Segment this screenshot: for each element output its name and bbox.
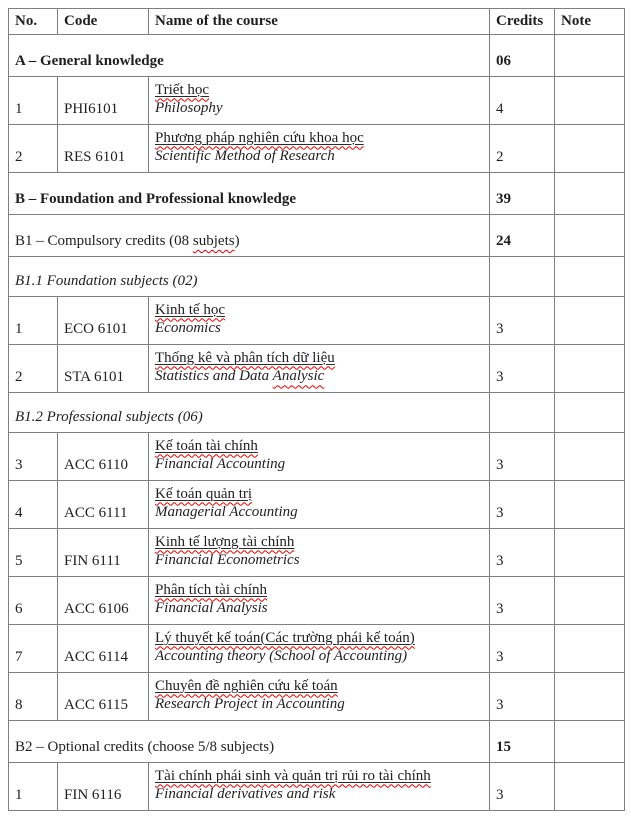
section-a-note <box>555 35 625 77</box>
course-no: 5 <box>9 529 58 577</box>
section-row-b2 <box>9 721 625 763</box>
section-b1-note <box>555 215 625 257</box>
section-row-a <box>9 35 625 77</box>
section-b12-note <box>555 393 625 433</box>
header-credits: Credits <box>490 9 555 35</box>
course-code: ACC 6110 <box>58 433 149 481</box>
course-credits: 3 <box>490 625 555 673</box>
section-b11-label: B1.1 Foundation subjects (02) <box>9 257 490 297</box>
course-name-vi-text: Kế toán quản trị <box>155 485 253 502</box>
course-no: 1 <box>9 297 58 345</box>
section-b-credits: 39 <box>490 173 555 215</box>
course-name-english: Philosophy <box>155 100 223 117</box>
course-no: 2 <box>9 345 58 393</box>
course-name <box>149 763 490 811</box>
course-name-vietnamese <box>155 677 483 696</box>
course-name-english: Financial Accounting <box>155 456 286 473</box>
section-b1-label-pre: B1 – Compulsory credits (08 <box>15 233 193 249</box>
course-name-english: Managerial Accounting <box>155 504 298 521</box>
course-name <box>149 433 490 481</box>
section-b2-credits: 15 <box>490 721 555 763</box>
section-a-label: A – General knowledge <box>9 35 490 77</box>
course-code: FIN 6111 <box>58 529 149 577</box>
course-note <box>555 673 625 721</box>
course-name-english: Economics <box>155 320 221 337</box>
course-credits: 3 <box>490 529 555 577</box>
section-b-note <box>555 173 625 215</box>
course-credits: 3 <box>490 673 555 721</box>
course-name-english <box>155 367 483 386</box>
course-code: ACC 6106 <box>58 577 149 625</box>
section-b1-label-misspelled: subjets <box>192 233 235 249</box>
course-credits: 3 <box>490 481 555 529</box>
course-row <box>9 297 625 345</box>
section-a-credits: 06 <box>490 35 555 77</box>
course-name-english: Financial derivatives and risk <box>155 786 336 803</box>
course-name-vi-text: Thống kê và phân tích dữ liệu <box>155 349 335 366</box>
course-code: STA 6101 <box>58 345 149 393</box>
section-row-b1 <box>9 215 625 257</box>
course-name <box>149 77 490 125</box>
course-name-english: Financial Econometrics <box>155 552 300 569</box>
section-row-b <box>9 173 625 215</box>
course-name-vietnamese <box>155 485 483 504</box>
course-credits: 3 <box>490 577 555 625</box>
course-name <box>149 577 490 625</box>
section-b12-credits <box>490 393 555 433</box>
course-name <box>149 529 490 577</box>
course-name-vi-text: Kinh tế học <box>155 301 225 318</box>
course-name-english: Accounting theory (School of Accounting) <box>155 648 408 665</box>
course-name-vi-text: Tài chính phái sinh và quản trị rủi ro tài chính <box>155 767 431 784</box>
course-note <box>555 77 625 125</box>
course-name-english: Scientific Method of Research <box>155 148 335 165</box>
course-name-vi-text: Chuyên đề nghiên cứu kế toán <box>155 677 338 694</box>
course-credits: 3 <box>490 345 555 393</box>
course-no: 3 <box>9 433 58 481</box>
course-name-vi-text: Kinh tế lượng tài chính <box>155 533 295 550</box>
course-name <box>149 297 490 345</box>
course-name <box>149 125 490 173</box>
course-name-vi-text: Triết học <box>155 81 210 98</box>
course-name <box>149 673 490 721</box>
course-no: 6 <box>9 577 58 625</box>
course-note <box>555 345 625 393</box>
course-no: 1 <box>9 763 58 811</box>
section-b2-label: B2 – Optional credits (choose 5/8 subjects) <box>9 721 490 763</box>
course-name-english: Financial Analysis <box>155 600 268 617</box>
course-name-en-misspelled: Analysic <box>272 368 325 385</box>
course-note <box>555 577 625 625</box>
course-note <box>555 297 625 345</box>
course-row <box>9 529 625 577</box>
course-name-vietnamese <box>155 581 483 600</box>
course-note <box>555 763 625 811</box>
course-no: 2 <box>9 125 58 173</box>
course-name-vietnamese <box>155 301 483 320</box>
course-name-en-pre: Statistics and Data <box>155 368 273 385</box>
course-name-vietnamese <box>155 81 483 100</box>
course-row <box>9 433 625 481</box>
course-code: FIN 6116 <box>58 763 149 811</box>
course-name-vietnamese <box>155 129 483 148</box>
course-row <box>9 125 625 173</box>
course-name-vietnamese <box>155 533 483 552</box>
course-name-vi-text: Phương pháp nghiên cứu khoa học <box>155 129 364 146</box>
course-credits: 3 <box>490 763 555 811</box>
course-name <box>149 625 490 673</box>
course-credits: 4 <box>490 77 555 125</box>
course-code: RES 6101 <box>58 125 149 173</box>
course-note <box>555 481 625 529</box>
course-credits: 3 <box>490 297 555 345</box>
section-row-b11 <box>9 257 625 297</box>
course-name-vi-text: Lý thuyết kế toán(Các trường phái kế toán) <box>155 629 415 646</box>
section-b11-credits <box>490 257 555 297</box>
course-no: 4 <box>9 481 58 529</box>
section-b11-note <box>555 257 625 297</box>
curriculum-table <box>8 8 625 811</box>
section-b1-label-post: ) <box>234 233 240 249</box>
course-name <box>149 345 490 393</box>
course-name-vi-text: Kế toán tài chính <box>155 437 258 454</box>
course-code: PHI6101 <box>58 77 149 125</box>
header-no: No. <box>9 9 58 35</box>
course-name-vi-text: Phân tích tài chính <box>155 581 268 598</box>
course-row <box>9 763 625 811</box>
header-code: Code <box>58 9 149 35</box>
course-note <box>555 125 625 173</box>
course-name-english: Research Project in Accounting <box>155 696 345 713</box>
course-row <box>9 625 625 673</box>
course-no: 1 <box>9 77 58 125</box>
section-b-label: B – Foundation and Professional knowledge <box>9 173 490 215</box>
course-row <box>9 673 625 721</box>
table-header-row <box>9 9 625 35</box>
section-b12-label: B1.2 Professional subjects (06) <box>9 393 490 433</box>
header-note: Note <box>555 9 625 35</box>
course-note <box>555 529 625 577</box>
course-row <box>9 577 625 625</box>
course-name-vietnamese <box>155 629 483 648</box>
course-credits: 2 <box>490 125 555 173</box>
course-note <box>555 625 625 673</box>
course-code: ACC 6114 <box>58 625 149 673</box>
course-name-vietnamese <box>155 349 483 368</box>
course-row <box>9 345 625 393</box>
course-code: ACC 6111 <box>58 481 149 529</box>
course-no: 7 <box>9 625 58 673</box>
header-name: Name of the course <box>149 9 490 35</box>
course-name-vietnamese <box>155 437 483 456</box>
section-b1-credits: 24 <box>490 215 555 257</box>
course-code: ACC 6115 <box>58 673 149 721</box>
section-b1-label <box>9 215 490 257</box>
section-row-b12 <box>9 393 625 433</box>
course-credits: 3 <box>490 433 555 481</box>
course-row <box>9 481 625 529</box>
course-name-vietnamese <box>155 767 483 786</box>
course-row <box>9 77 625 125</box>
section-b2-note <box>555 721 625 763</box>
course-name <box>149 481 490 529</box>
course-code: ECO 6101 <box>58 297 149 345</box>
course-note <box>555 433 625 481</box>
course-no: 8 <box>9 673 58 721</box>
